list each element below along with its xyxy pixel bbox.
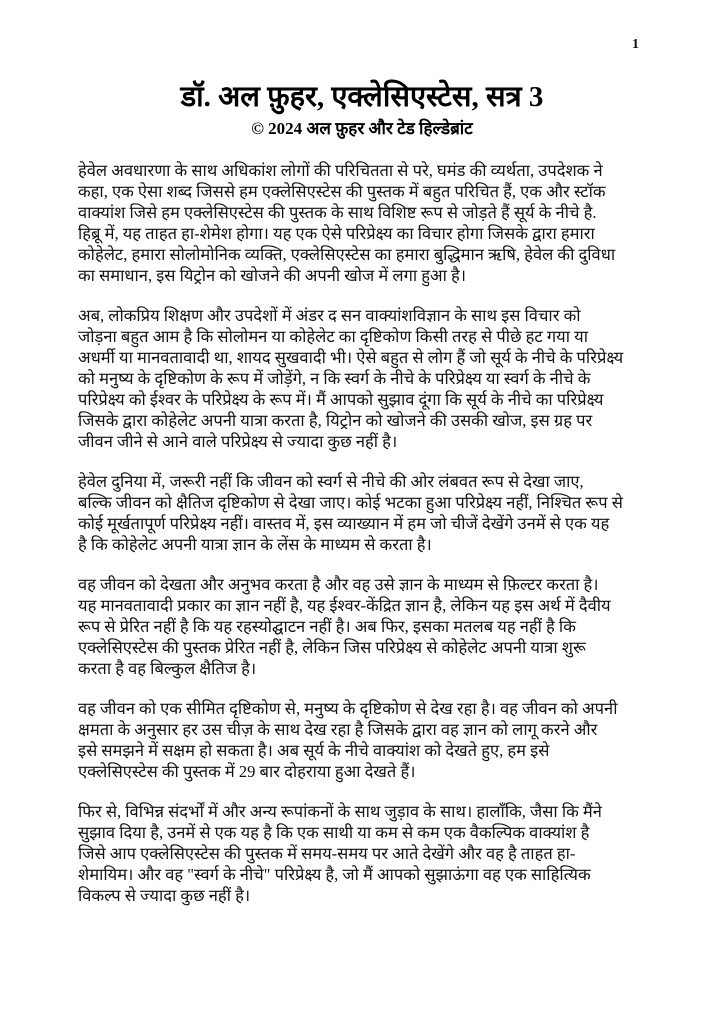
text-line: वाक्यांश जिसे हम एक्लेसिएस्टेस की पुस्तक के साथ विशिष्ट रूप से जोड़ते हैं सूर्य के नीचे है. bbox=[78, 203, 597, 222]
text-line: अब, लोकप्रिय शिक्षण और उपदेशों में अंडर द सन वाक्यांशविज्ञान के साथ इस विचार को bbox=[78, 306, 581, 325]
text-line: हिब्रू में, यह ताहत हा-शेमेश होगा। यह एक ऐसे परिप्रेक्ष्य का विचार होगा जिसके द्वारा हमारा bbox=[78, 224, 595, 243]
copyright-line: © 2024 अल फ़ुहर और टेड हिल्डेब्रांट bbox=[251, 119, 473, 138]
text-line: एक्लेसिएस्टेस की पुस्तक में 29 बार दोहराया हुआ देखते हैं। bbox=[78, 762, 416, 781]
text-line: यह मानवतावादी प्रकार का ज्ञान नहीं है, यह ईश्वर-केंद्रित ज्ञान है, लेकिन यह इस अर्थ में दैवीय bbox=[78, 596, 611, 615]
text-line: सुझाव दिया है, उनमें से एक यह है कि एक साथी या कम से कम एक वैकल्पिक वाक्यांश है bbox=[78, 823, 590, 842]
paragraph bbox=[78, 698, 650, 782]
text-line: जिसके द्वारा कोहेलेट अपनी यात्रा करता है, यिट्रोन को खोजने की उसकी खोज, इस ग्रह पर bbox=[78, 411, 593, 430]
text-line: फिर से, विभिन्न संदर्भों में और अन्य रूपांकनों के साथ जुड़ाव के साथ। हालाँकि, जैसा कि मैंने bbox=[78, 802, 602, 821]
text-line: का समाधान, इस यिट्रोन को खोजने की अपनी खोज में लगा हुआ है। bbox=[78, 266, 467, 285]
text-line: हेवेल अवधारणा के साथ अधिकांश लोगों की परिचितता से परे, घमंड की व्यर्थता, उपदेशक ने bbox=[78, 161, 603, 180]
paragraph bbox=[78, 305, 650, 452]
text-line: कोहेलेट, हमारा सोलोमोनिक व्यक्ति, एक्लेसिएस्टेस का हमारा बुद्धिमान ऋषि, हेवेल की दुविधा bbox=[78, 245, 616, 264]
text-line: इसे समझने में सक्षम हो सकता है। अब सूर्य के नीचे वाक्यांश को देखते हुए, हम इसे bbox=[78, 741, 550, 760]
text-line: हेवेल दुनिया में, जरूरी नहीं कि जीवन को स्वर्ग से नीचे की ओर लंबवत रूप से देखा जाए, bbox=[78, 472, 584, 491]
text-line: क्षमता के अनुसार हर उस चीज़ के साथ देख रहा है जिसके द्वारा वह ज्ञान को लागू करने और bbox=[78, 720, 598, 739]
text-line: एक्लेसिएस्टेस की पुस्तक प्रेरित नहीं है, लेकिन जिस परिप्रेक्ष्य से कोहेलेट अपनी यात्रा शुरू bbox=[78, 638, 586, 657]
page-number: 1 bbox=[632, 37, 639, 52]
text-line: कहा, एक ऐसा शब्द जिससे हम एक्लेसिएस्टेस की पुस्तक में बहुत परिचित हैं, एक और स्टॉक bbox=[78, 182, 606, 201]
text-line: को मनुष्य के दृष्टिकोण के रूप में जोड़ेंगे, न कि स्वर्ग के नीचे के परिप्रेक्ष्य या स्वर्ग के नीचे के bbox=[78, 369, 591, 388]
paragraph bbox=[78, 574, 650, 679]
page-title: डॉ. अल फ़ुहर, एक्लेसिएस्टेस, सत्र 3 bbox=[180, 81, 544, 113]
text-line: अधर्मी या मानवतावादी था, शायद सुखवादी भी। ऐसे बहुत से लोग हैं जो सूर्य के नीचे के परिप्रेक्ष्य bbox=[78, 348, 624, 367]
text-line: है कि कोहेलेट अपनी यात्रा ज्ञान के लेंस के माध्यम से करता है। bbox=[78, 535, 432, 554]
text-line: वह जीवन को एक सीमित दृष्टिकोण से, मनुष्य के दृष्टिकोण से देख रहा है। वह जीवन को अपनी bbox=[78, 699, 618, 718]
text-line: शेमायिम। और वह "स्वर्ग के नीचे" परिप्रेक्ष्य है, जो मैं आपको सुझाऊंगा वह एक साहित्यिक bbox=[78, 865, 591, 884]
text-line: परिप्रेक्ष्य को ईश्वर के परिप्रेक्ष्य के रूप में। मैं आपको सुझाव दूंगा कि सूर्य के नीचे का परिप्रेक्ष्य bbox=[78, 390, 604, 409]
paragraph bbox=[78, 160, 650, 286]
text-line: जोड़ना बहुत आम है कि सोलोमन या कोहेलेट का दृष्टिकोण किसी तरह से पीछे हट गया या bbox=[78, 327, 588, 346]
text-line: विकल्प से ज्यादा कुछ नहीं है। bbox=[78, 886, 251, 905]
text-line: कोई मूर्खतापूर्ण परिप्रेक्ष्य नहीं। वास्तव में, इस व्याख्यान में हम जो चीजें देखेंगे उनमें से एक यह bbox=[78, 514, 610, 533]
text-line: जीवन जीने से आने वाले परिप्रेक्ष्य से ज्यादा कुछ नहीं है। bbox=[78, 432, 398, 451]
text-line: रूप से प्रेरित नहीं है कि यह रहस्योद्घाटन नहीं है। अब फिर, इसका मतलब यह नहीं है कि bbox=[78, 617, 576, 636]
text-line: बल्कि जीवन को क्षैतिज दृष्टिकोण से देखा जाए। कोई भटका हुआ परिप्रेक्ष्य नहीं, निश्चित रूप से bbox=[78, 493, 623, 512]
text-line: करता है वह बिल्कुल क्षैतिज है। bbox=[78, 659, 257, 678]
paragraph bbox=[78, 801, 650, 906]
document-body bbox=[78, 160, 650, 906]
paragraph bbox=[78, 471, 650, 555]
text-line: वह जीवन को देखता और अनुभव करता है और वह उसे ज्ञान के माध्यम से फ़िल्टर करता है। bbox=[78, 575, 599, 594]
document-header bbox=[0, 0, 724, 139]
text-line: जिसे आप एक्लेसिएस्टेस की पुस्तक में समय-समय पर आते देखेंगे और वह है ताहत हा- bbox=[78, 844, 576, 863]
